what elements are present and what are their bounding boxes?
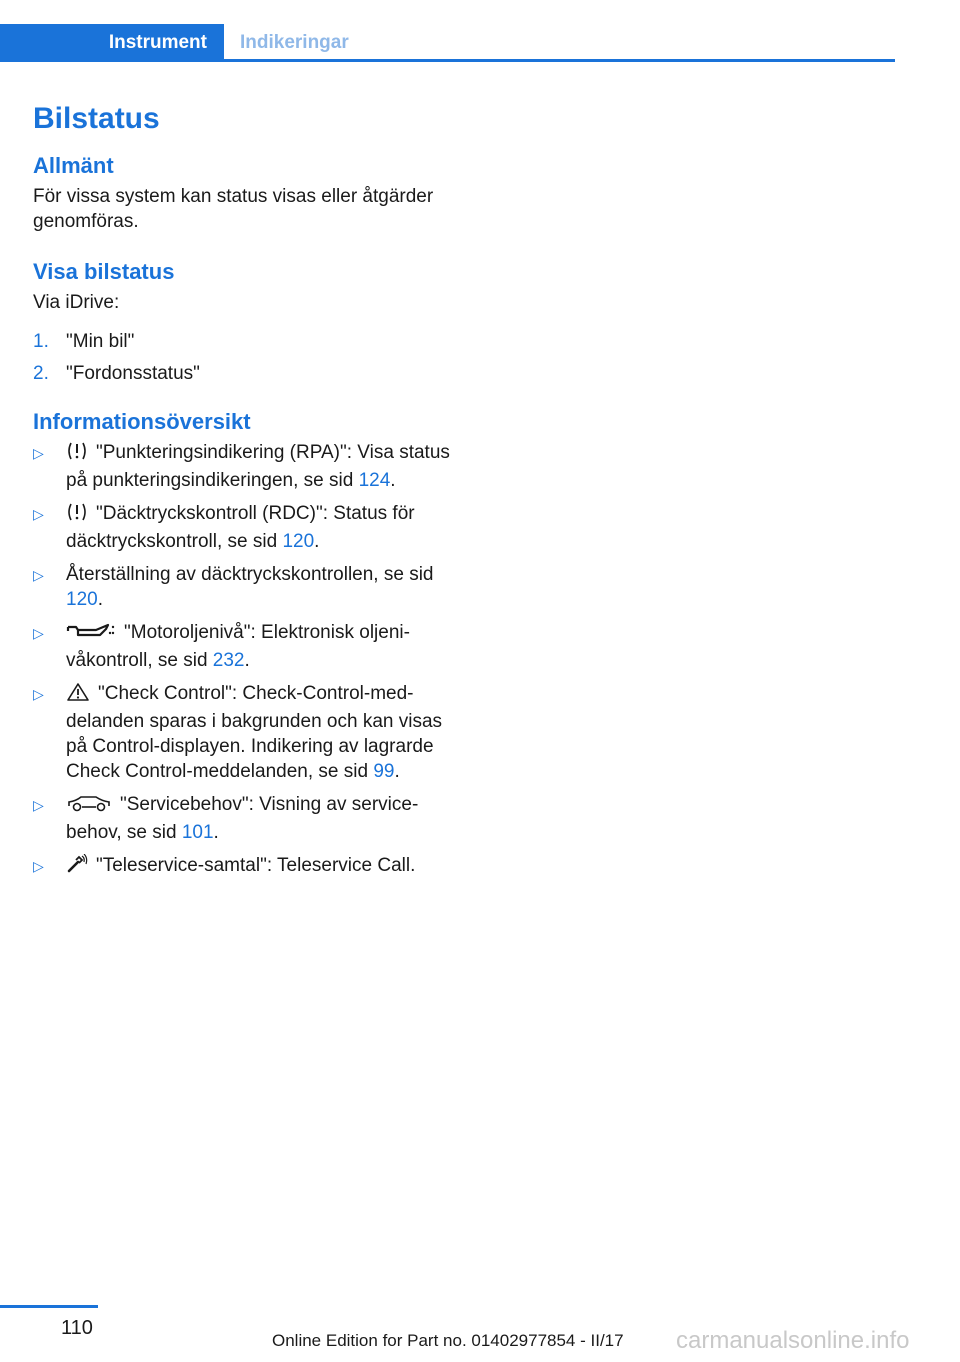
item-text: Återställning av däcktryckskontrollen, se sid <box>66 564 434 585</box>
warning-triangle-icon <box>66 682 90 709</box>
item-text: "Servicebehov": Visning av servicebehov, se sid <box>66 794 419 843</box>
section-heading-show-status: Visa bilstatus <box>33 259 175 284</box>
tab-indikeringar[interactable]: Indikeringar <box>240 32 349 53</box>
item-text: "Punkteringsindikering (RPA)": Visa status på punkteringsindikeringen, se sid <box>66 442 450 491</box>
item-text: "Teleservice-samtal": Teleservice Call. <box>96 855 416 876</box>
show-status-intro: Via iDrive: <box>33 292 120 313</box>
section-heading-overview: Informationsöversikt <box>33 409 251 434</box>
tab-instrument[interactable]: Instrument <box>0 24 224 62</box>
step-number: 2. <box>33 363 49 384</box>
bullet-icon: ▷ <box>33 567 44 583</box>
edition-text: Online Edition for Part no. 01402977854 - II/17 <box>272 1331 624 1350</box>
list-item <box>33 853 453 881</box>
watermark: carmanualsonline.info <box>676 1327 910 1354</box>
general-text: För vissa system kan status visas eller åtgärder genomföras. <box>33 186 434 232</box>
item-text: "Motoroljenivå": Elektronisk oljenivåkontroll, se sid <box>66 622 410 671</box>
page-link[interactable]: 232 <box>212 650 245 671</box>
tire-warning-icon <box>66 502 88 529</box>
bullet-icon: ▷ <box>33 858 44 874</box>
item-text: "Check Control": Check-Control-meddelanden sparas i bakgrunden och kan visas på Control-displayen. Indikering av lagrarde Check Control-meddelanden, se sid <box>66 683 443 782</box>
page-link[interactable]: 120 <box>282 531 315 552</box>
list-item: ▷ "Motoroljenivå": Elektronisk oljenivåkontroll, se sid 232. <box>33 622 410 671</box>
oil-can-icon <box>66 621 116 648</box>
bullet-icon: ▷ <box>33 506 44 522</box>
tire-warning-icon <box>66 441 88 468</box>
step-text: "Fordonsstatus" <box>66 363 200 384</box>
list-item <box>33 361 453 386</box>
bullet-icon: ▷ <box>33 797 44 813</box>
step-number: 1. <box>33 331 49 352</box>
list-item: ▷ Återställning av däcktryckskontrollen, se sid 120. <box>33 564 434 610</box>
footer-divider <box>0 1305 98 1308</box>
page-title: Bilstatus <box>33 102 160 135</box>
header-divider <box>224 59 895 62</box>
steps-list <box>33 329 453 386</box>
car-service-icon <box>66 793 112 820</box>
list-item: ▷ "Däcktryckskontroll (RDC)": Status för däcktryckskontroll, se sid 120. <box>33 503 415 552</box>
content <box>33 100 453 889</box>
header <box>0 0 960 64</box>
bullet-icon: ▷ <box>33 625 44 641</box>
list-item: ▷ "Check Control": Check-Control-meddelanden sparas i bakgrunden och kan visas på Control-displayen. Indikering av lagrarde Check Control-meddelanden, se sid 99. <box>33 683 443 782</box>
item-text: "Däcktryckskontroll (RDC)": Status för däcktryckskontroll, se sid <box>66 503 415 552</box>
section-heading-general: Allmänt <box>33 153 114 178</box>
overview-list <box>33 440 453 881</box>
page-link[interactable]: 124 <box>358 470 391 491</box>
list-item <box>33 329 453 354</box>
page-link[interactable]: 99 <box>373 761 395 782</box>
step-text: "Min bil" <box>66 331 135 352</box>
bullet-icon: ▷ <box>33 686 44 702</box>
page-link[interactable]: 101 <box>181 822 214 843</box>
bullet-icon: ▷ <box>33 445 44 461</box>
page-number: 110 <box>61 1317 93 1339</box>
wrench-icon <box>66 854 88 881</box>
list-item: ▷ "Servicebehov": Visning av servicebehov, se sid 101. <box>33 794 419 843</box>
page-link[interactable]: 120 <box>66 589 98 610</box>
list-item: ▷ "Punkteringsindikering (RPA)": Visa status på punkteringsindikeringen, se sid 124. <box>33 442 450 491</box>
